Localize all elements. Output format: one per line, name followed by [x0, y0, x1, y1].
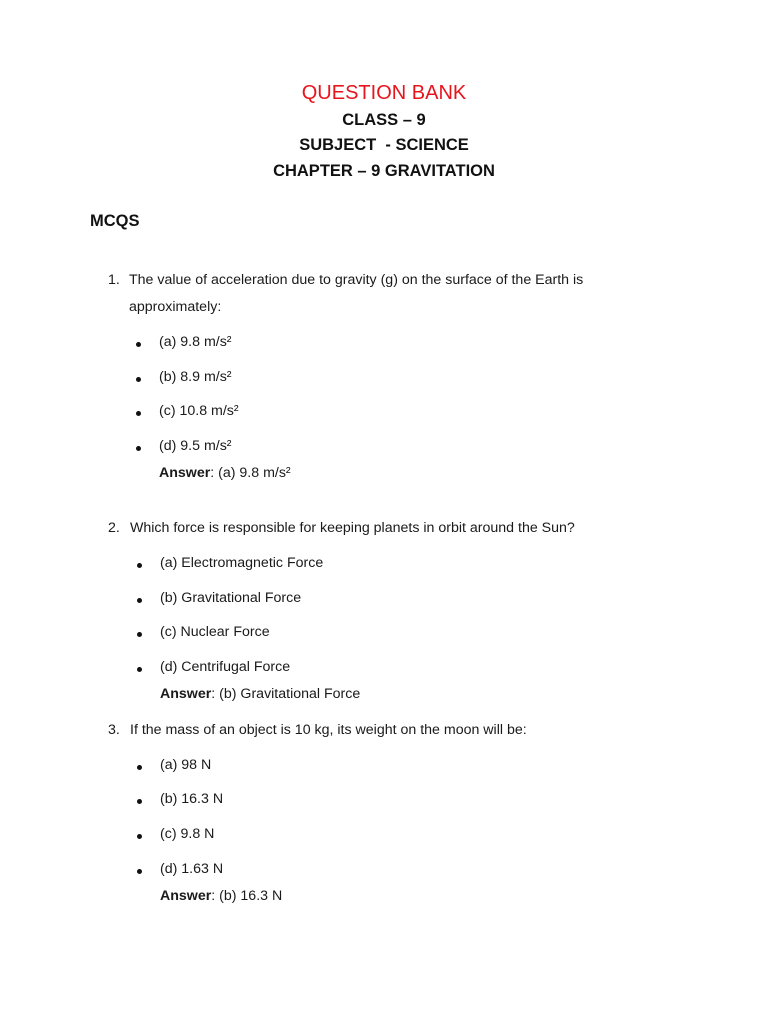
- question-text-line1: Which force is responsible for keeping planets in orbit around the Sun?: [130, 520, 575, 536]
- bullet-icon: [136, 446, 141, 451]
- bullet-icon: [137, 869, 142, 874]
- option-b: (b) 16.3 N: [160, 791, 224, 807]
- bullet-icon: [137, 799, 142, 804]
- question-number: 3.: [108, 722, 120, 738]
- option-d: (d) 9.5 m/s²: [159, 438, 232, 454]
- bullet-icon: [137, 667, 142, 672]
- chapter-line: CHAPTER – 9 GRAVITATION: [273, 162, 495, 180]
- option-c: (c) 9.8 N: [160, 826, 215, 842]
- question-text-line2: approximately:: [129, 299, 222, 315]
- bullet-icon: [137, 834, 142, 839]
- bullet-icon: [137, 563, 142, 568]
- option-d: (d) 1.63 N: [160, 861, 224, 877]
- bullet-icon: [136, 411, 141, 416]
- answer-label: Answer: [159, 465, 211, 481]
- class-line: CLASS – 9: [342, 111, 426, 129]
- question-text-line1: The value of acceleration due to gravity (g) on the surface of the Earth is: [129, 272, 584, 288]
- answer-value: : (b) 16.3 N: [211, 888, 283, 904]
- option-a: (a) 9.8 m/s²: [159, 334, 232, 350]
- bullet-icon: [137, 598, 142, 603]
- option-a: (a) Electromagnetic Force: [160, 555, 324, 571]
- option-b: (b) Gravitational Force: [160, 590, 302, 606]
- bullet-icon: [136, 342, 141, 347]
- question-number: 2.: [108, 520, 120, 536]
- bullet-icon: [137, 632, 142, 637]
- answer-value: : (b) Gravitational Force: [211, 686, 361, 702]
- section-heading: MCQS: [90, 212, 140, 230]
- answer-label: Answer: [160, 888, 212, 904]
- bullet-icon: [137, 765, 142, 770]
- answer-line: [160, 888, 282, 904]
- option-a: (a) 98 N: [160, 757, 212, 773]
- document-title: QUESTION BANK: [301, 82, 467, 104]
- option-d: (d) Centrifugal Force: [160, 659, 291, 675]
- option-c: (c) 10.8 m/s²: [159, 403, 239, 419]
- question-number: 1.: [108, 272, 120, 288]
- answer-line: [160, 686, 360, 702]
- option-b: (b) 8.9 m/s²: [159, 369, 232, 385]
- bullet-icon: [136, 377, 141, 382]
- answer-line: [159, 465, 291, 481]
- answer-value: : (a) 9.8 m/s²: [210, 465, 291, 481]
- subject-line: SUBJECT - SCIENCE: [299, 136, 469, 154]
- answer-label: Answer: [160, 686, 212, 702]
- question-text-line1: If the mass of an object is 10 kg, its weight on the moon will be:: [130, 722, 527, 738]
- option-c: (c) Nuclear Force: [160, 624, 270, 640]
